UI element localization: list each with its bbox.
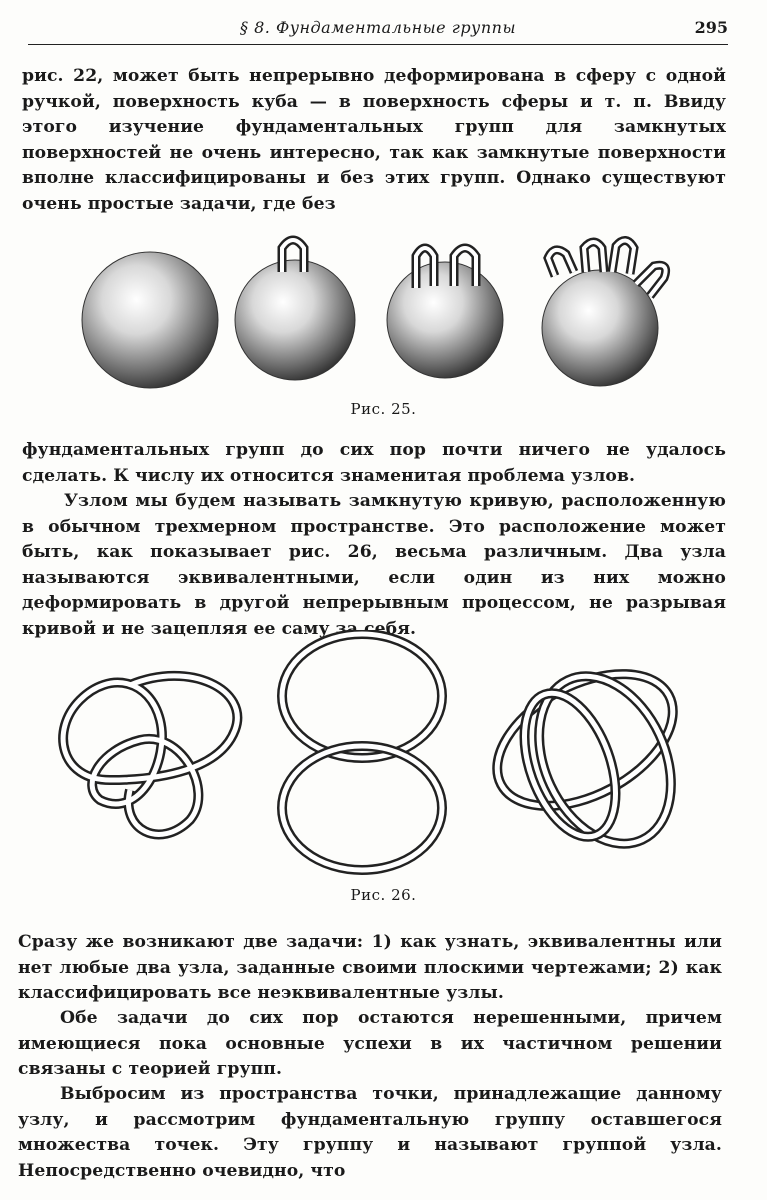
figure-25-spheres xyxy=(60,228,700,408)
paragraph-4: Сразу же возникают две задачи: 1) как узнать, эквивалентны или нет любые два узла, заданные своими плоскими чертежами; 2) как классифицировать все неэквивалентные узлы. xyxy=(18,932,722,1004)
knot-trefoil xyxy=(63,676,237,835)
page-number: 295 xyxy=(694,18,728,37)
sphere-two-handles xyxy=(387,248,503,378)
knot-complex xyxy=(475,647,696,865)
figure-26-knots xyxy=(40,630,730,880)
knot-two-circles xyxy=(282,634,442,870)
paragraph-2: фундаментальных групп до сих пор почти ничего не удалось сделать. К числу их относится знаменитая проблема узлов. xyxy=(22,440,726,486)
figure-26-caption: Рис. 26. xyxy=(350,886,417,904)
paragraph-3: Узлом мы будем называть замкнутую кривую, расположенную в обычном трехмерном пространстве. Это расположение может быть, как показывает рис. 26, весьма различным. Два узла называются эквивалентными, если один из них можно деформировать в другой непрерывным процессом, не разрывая кривой и не зацепляя ее саму за себя. xyxy=(22,491,726,639)
running-header xyxy=(28,14,728,45)
paragraph-5: Обе задачи до сих пор остаются нерешенными, причем имеющиеся пока основные успехи в их частичном решении связаны с теорией групп. xyxy=(18,1008,722,1080)
sphere-one-handle xyxy=(235,240,355,380)
figure-25-caption: Рис. 25. xyxy=(350,400,417,418)
paragraph-1: рис. 22, может быть непрерывно деформирована в сферу с одной ручкой, поверхность куба — в поверхность сферы и т. п. Ввиду этого изучение фундаментальных групп для замкнутых поверхностей не очень интересно, так как замкнутые поверхности вполне классифицированы и без этих групп. Однако существуют очень простые задачи, где без xyxy=(22,66,726,214)
sphere-plain xyxy=(82,252,218,388)
header-title: § 8. Фундаментальные группы xyxy=(240,18,516,37)
paragraph-6: Выбросим из пространства точки, принадлежащие данному узлу, и рассмотрим фундаментальную группу оставшегося множества точек. Эту группу и называют группой узла. Непосредственно очевидно, что xyxy=(18,1084,722,1181)
sphere-four-handles xyxy=(542,240,666,386)
